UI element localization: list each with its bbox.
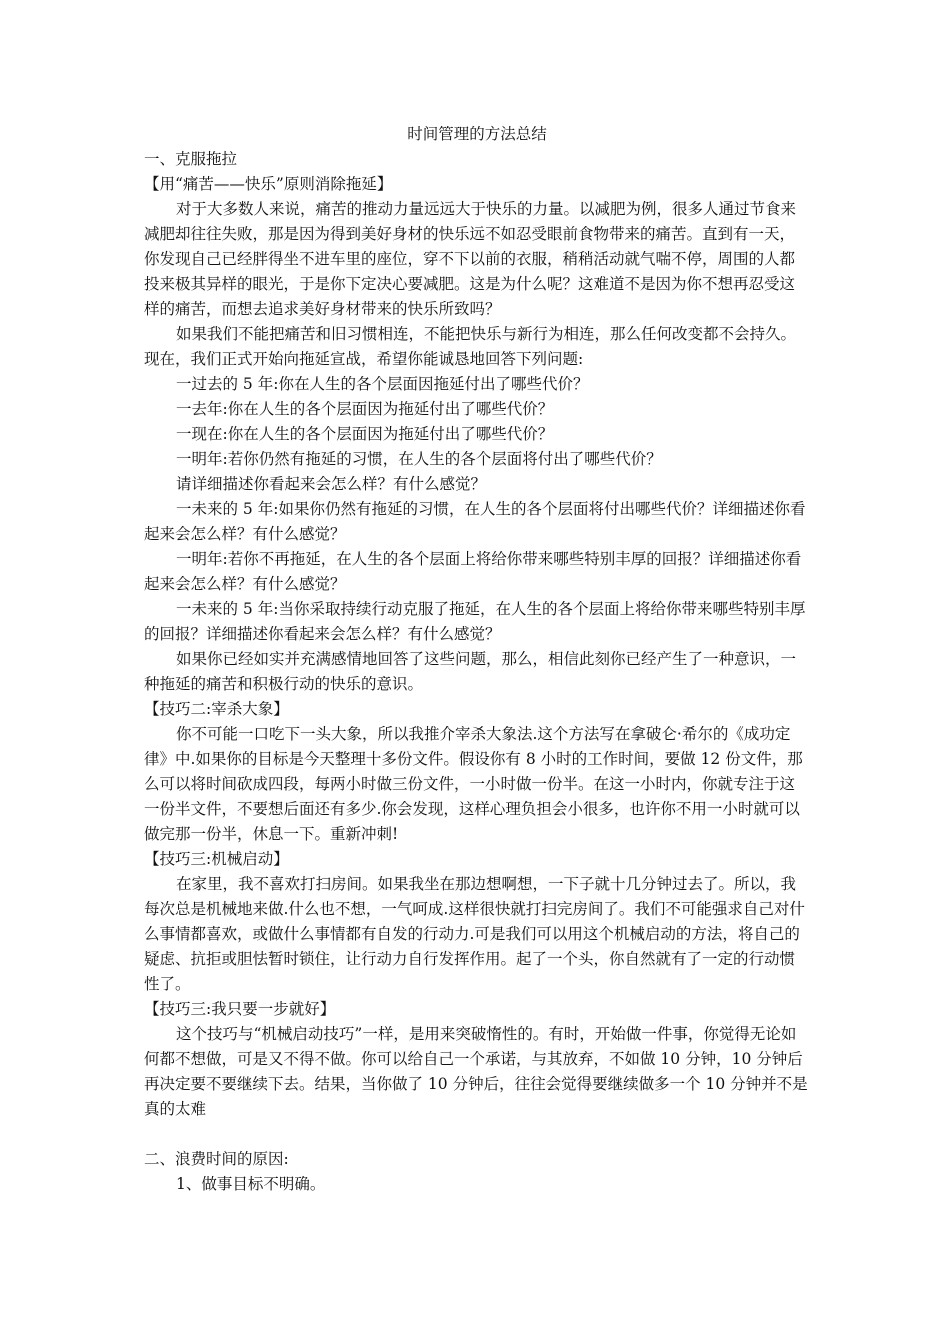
question-item: 一未来的 5 年:如果你仍然有拖延的习惯，在人生的各个层面将付出哪些代价？详细描述你看起来会怎么样？有什么感觉？ bbox=[144, 500, 806, 543]
tip4-heading: 【技巧三:我只要一步就好】 bbox=[144, 1000, 336, 1018]
question-item: 请详细描述你看起来会怎么样？有什么感觉？ bbox=[176, 475, 487, 493]
question-item: 一过去的 5 年:你在人生的各个层面因拖延付出了哪些代价？ bbox=[176, 375, 589, 393]
question-item: 一明年:若你仍然有拖延的习惯，在人生的各个层面将付出了哪些代价？ bbox=[176, 450, 662, 468]
question-item: 一未来的 5 年:当你采取持续行动克服了拖延，在人生的各个层面上将给你带来哪些特别丰厚的回报？详细描述你看起来会怎么样？有什么感觉？ bbox=[144, 600, 806, 643]
tip1-conclusion: 如果你已经如实并充满感情地回答了这些问题，那么，相信此刻你已经产生了一种意识，一种拖延的痛苦和积极行动的快乐的意识。 bbox=[144, 650, 797, 693]
question-item: 一去年:你在人生的各个层面因为拖延付出了哪些代价？ bbox=[176, 400, 554, 418]
question-item: 一明年:若你不再拖延，在人生的各个层面上将给你带来哪些特别丰厚的回报？详细描述你看起来会怎么样？有什么感觉？ bbox=[144, 550, 802, 593]
tip1-paragraph-2: 如果我们不能把痛苦和旧习惯相连，不能把快乐与新行为相连，那么任何改变都不会持久。 bbox=[176, 325, 797, 343]
question-item: 一现在:你在人生的各个层面因为拖延付出了哪些代价？ bbox=[176, 425, 554, 443]
tip1-heading: 【用“痛苦——快乐”原则消除拖延】 bbox=[144, 175, 393, 193]
blank-line bbox=[144, 1122, 810, 1147]
document-page bbox=[144, 122, 810, 1197]
tip3-paragraph: 在家里，我不喜欢打扫房间。如果我坐在那边想啊想，一下子就十几分钟过去了。所以，我每次总是机械地来做.什么也不想，一气呵成.这样很快就打扫完房间了。我们不可能强求自己对什么事情都喜欢，或做什么事情都有自发的行动力.可是我们可以用这个机械启动的方法，将自己的疑虑、抗拒或胆怯暂时锁住，让行动力自行发挥作用。起了一个头，你自然就有了一定的行动惯性了。 bbox=[144, 875, 805, 993]
tip2-heading: 【技巧二:宰杀大象】 bbox=[144, 700, 289, 718]
section2-item: 1、做事目标不明确。 bbox=[176, 1175, 326, 1193]
page-title: 时间管理的方法总结 bbox=[407, 125, 547, 143]
section2-heading: 二、浪费时间的原因: bbox=[144, 1150, 289, 1168]
tip4-paragraph: 这个技巧与“机械启动技巧”一样，是用来突破惰性的。有时，开始做一件事，你觉得无论如何都不想做，可是又不得不做。你可以给自己一个承诺，与其放弃，不如做 10 分钟，10 分钟后再决定要不要继续下去。结果，当你做了 10 分钟后，往往会觉得要继续做多一个 10 分钟并不是真的太难 bbox=[144, 1025, 808, 1118]
section1-heading: 一、克服拖拉 bbox=[144, 150, 238, 168]
tip1-intro: 现在，我们正式开始向拖延宣战，希望你能诚恳地回答下列问题: bbox=[144, 350, 584, 368]
tip3-heading: 【技巧三:机械启动】 bbox=[144, 850, 289, 868]
tip2-paragraph: 你不可能一口吃下一头大象，所以我推介宰杀大象法.这个方法写在拿破仑·希尔的《成功定律》中.如果你的目标是今天整理十多份文件。假设你有 8 小时的工作时间，要做 12 份文件，那么可以将时间砍成四段，每两小时做三份文件，一小时做一份半。在这一小时内，你就专注于这一份半文件，不要想后面还有多少.你会发现，这样心理负担会小很多，也许你不用一小时就可以做完那一份半，休息一下。重新冲刺! bbox=[144, 725, 803, 843]
tip1-paragraph-1: 对于大多数人来说，痛苦的推动力量远远大于快乐的力量。以减肥为例，很多人通过节食来减肥却往往失败，那是因为得到美好身材的快乐远不如忍受眼前食物带来的痛苦。直到有一天，你发现自己已经胖得坐不进车里的座位，穿不下以前的衣服，稍稍活动就气喘不停，周围的人都投来极其异样的眼光，于是你下定决心要减肥。这是为什么呢？这难道不是因为你不想再忍受这样的痛苦，而想去追求美好身材带来的快乐所致吗？ bbox=[144, 200, 797, 318]
